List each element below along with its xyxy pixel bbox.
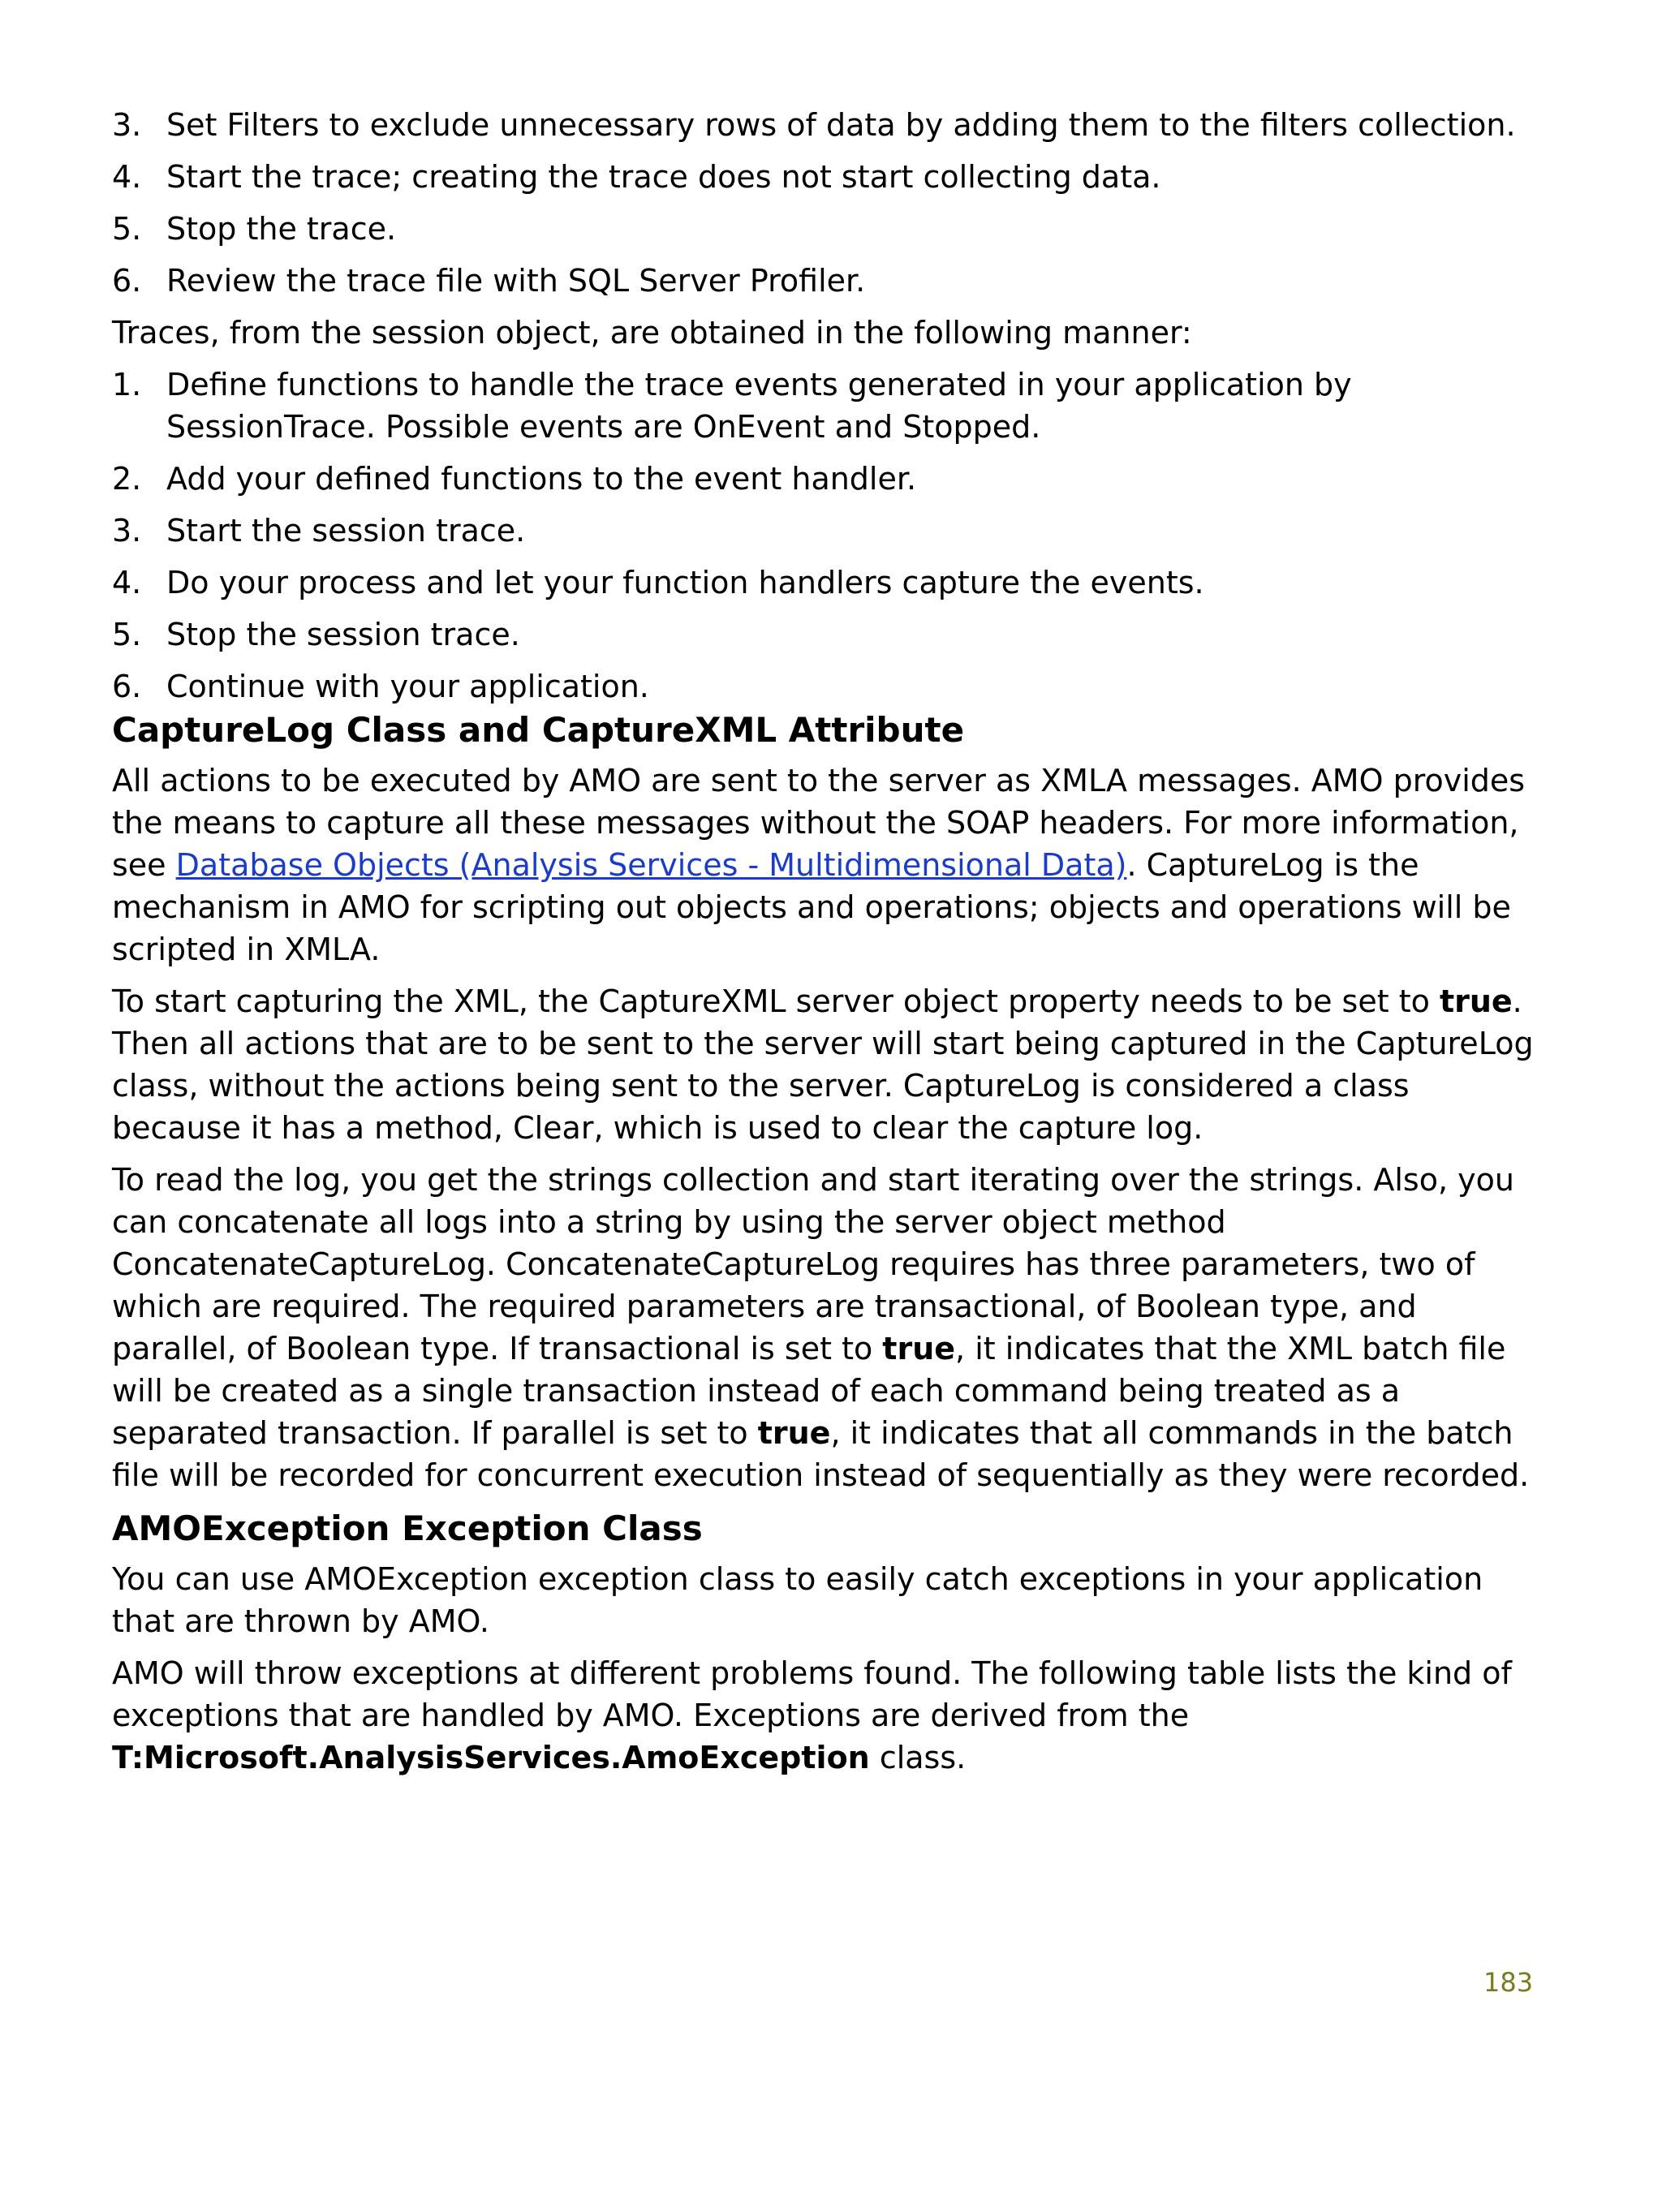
list-item: 6. Review the trace file with SQL Server Profiler. [112, 263, 866, 299]
amoexception-paragraph-1: You can use AMOException exception class to easily catch exceptions in your application that are thrown by AMO. [112, 1561, 1483, 1639]
list-item: 3. Start the session trace. [112, 513, 526, 549]
page-number: 183 [1483, 1967, 1534, 1998]
list-item: 5. Stop the session trace. [112, 617, 520, 652]
session-trace-steps-list [112, 364, 1542, 708]
list-item: 2. Add your defined functions to the event handler. [112, 461, 917, 497]
list-item: 6. Continue with your application. [112, 669, 649, 704]
list-item: 1. Define functions to handle the trace events generated in your application by SessionTrace. Possible events are OnEvent and Stopped. [112, 367, 1352, 445]
list-item: 5. Stop the trace. [112, 211, 397, 247]
capturelog-paragraph-1: All actions to be executed by AMO are sent to the server as XMLA messages. AMO provides the means to capture all these messages without the SOAP headers. For more information, see Database Objects (Analysis Services - Multidimensional Data). CaptureLog is the mechanism in AMO for scripting out objects and operations; objects and operations will be scripted in XMLA. [112, 763, 1526, 967]
amoexception-heading: AMOException Exception Class [112, 1508, 703, 1548]
capturelog-heading: CaptureLog Class and CaptureXML Attribute [112, 710, 965, 750]
list-item: 4. Do your process and let your function handlers capture the events. [112, 565, 1204, 600]
capturelog-paragraph-3: To read the log, you get the strings collection and start iterating over the strings. Also, you can concatenate all logs into a string by using the server object method ConcatenateCaptureLog. ConcatenateCaptureLog requires has three parameters, two of which are required. The required parameters are transactional, of Boolean type, and parallel, of Boolean type. If transactional is set to true, it indicates that the XML batch file will be created as a single transaction instead of each command being treated as a separated transaction. If parallel is set to true, it indicates that all commands in the batch file will be recorded for concurrent execution instead of sequentially as they were recorded. [112, 1162, 1530, 1493]
amoexception-paragraph-2: AMO will throw exceptions at different problems found. The following table lists the kind of exceptions that are handled by AMO. Exceptions are derived from the T:Microsoft.AnalysisServices.AmoException class. [112, 1655, 1512, 1775]
session-intro-paragraph: Traces, from the session object, are obtained in the following manner: [112, 315, 1192, 351]
capturelog-paragraph-2: To start capturing the XML, the CaptureXML server object property needs to be set to true. Then all actions that are to be sent to the server will start being captured in the CaptureLog class, without the actions being sent to the server. CaptureLog is considered a class because it has a method, Clear, which is used to clear the capture log. [112, 983, 1534, 1146]
list-item: 4. Start the trace; creating the trace does not start collecting data. [112, 159, 1161, 195]
database-objects-link[interactable]: Database Objects (Analysis Services - Multidimensional Data) [175, 847, 1127, 883]
document-body [112, 104, 1542, 1788]
trace-steps-list [112, 104, 1542, 302]
list-item: 3. Set Filters to exclude unnecessary rows of data by adding them to the filters collection. [112, 107, 1516, 143]
